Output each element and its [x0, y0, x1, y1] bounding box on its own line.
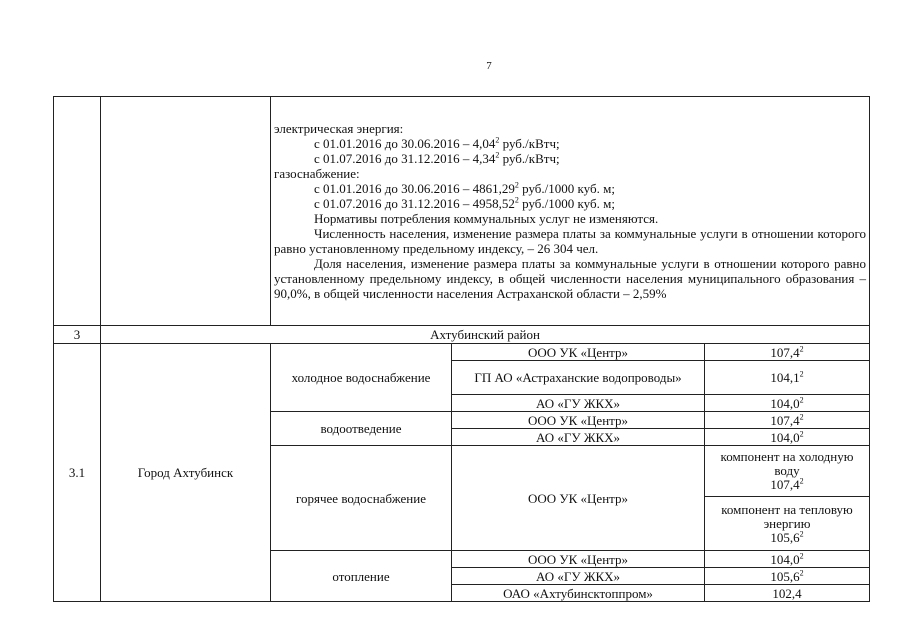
gas-period-2: с 01.07.2016 до 31.12.2016 – 4958,52$^2$ руб./1000 куб. м; [314, 195, 615, 211]
municipality-name: Город Ахтубинск [101, 344, 271, 602]
component-heat-energy: компонент на тепловую энергию 105,6$^2$ [705, 497, 870, 551]
gas-heading: газоснабжение: [274, 166, 360, 181]
continuation-row [54, 97, 870, 326]
section-row [54, 326, 870, 344]
population-count-text: Численность населения, изменение размера платы за коммунальные услуги в отношении которого равно установленному предельному индексу, – 26 304 чел. [274, 226, 867, 256]
provider-name: ГП АО «Астраханские водопроводы» [452, 361, 705, 395]
section-number: 3 [54, 326, 101, 344]
service-cold-water: холодное водоснабжение [271, 344, 452, 412]
gas-period-1: с 01.01.2016 до 30.06.2016 – 4861,29$^2$ руб./1000 куб. м; [314, 180, 615, 196]
index-value: 104,0$^2$ [705, 429, 870, 446]
table-row [54, 344, 870, 361]
index-value: 107,4$^2$ [705, 344, 870, 361]
provider-name: ОАО «Ахтубинсктоппром» [452, 585, 705, 602]
empty-name-cell [101, 97, 271, 326]
index-value: 102,4 [705, 585, 870, 602]
electricity-period-2: с 01.07.2016 до 31.12.2016 – 4,34$^2$ руб./кВтч; [314, 150, 560, 166]
electricity-period-1: с 01.01.2016 до 30.06.2016 – 4,04$^2$ руб./кВтч; [314, 135, 560, 151]
provider-name: ООО УК «Центр» [452, 551, 705, 568]
index-value: 104,1$^2$ [705, 361, 870, 395]
provider-name: АО «ГУ ЖКХ» [452, 395, 705, 412]
provider-name: АО «ГУ ЖКХ» [452, 568, 705, 585]
provider-name: АО «ГУ ЖКХ» [452, 429, 705, 446]
norms-text: Нормативы потребления коммунальных услуг не изменяются. [314, 211, 659, 226]
continuation-text-cell [271, 97, 870, 326]
provider-name: ООО УК «Центр» [452, 412, 705, 429]
provider-name: ООО УК «Центр» [452, 344, 705, 361]
electricity-heading: электрическая энергия: [274, 121, 404, 136]
page-number: 7 [486, 60, 492, 72]
index-value: 104,0$^2$ [705, 551, 870, 568]
tariff-table [53, 96, 870, 602]
provider-name: ООО УК «Центр» [452, 446, 705, 551]
index-value: 107,4$^2$ [705, 412, 870, 429]
service-sewerage: водоотведение [271, 412, 452, 446]
section-title: Ахтубинский район [101, 326, 870, 344]
municipality-number: 3.1 [54, 344, 101, 602]
index-value: 104,0$^2$ [705, 395, 870, 412]
empty-number-cell [54, 97, 101, 326]
component-cold-water: компонент на холодную воду 107,4$^2$ [705, 446, 870, 497]
service-heating: отопление [271, 551, 452, 602]
index-value: 105,6$^2$ [705, 568, 870, 585]
population-share-text: Доля населения, изменение размера платы за коммунальные услуги в отношении которого равно установленному предельному индексу, в общей численности населения муниципального образования – 90,0%, в общей численности населения Астраханской области – 2,59% [274, 256, 867, 301]
service-hot-water: горячее водоснабжение [271, 446, 452, 551]
